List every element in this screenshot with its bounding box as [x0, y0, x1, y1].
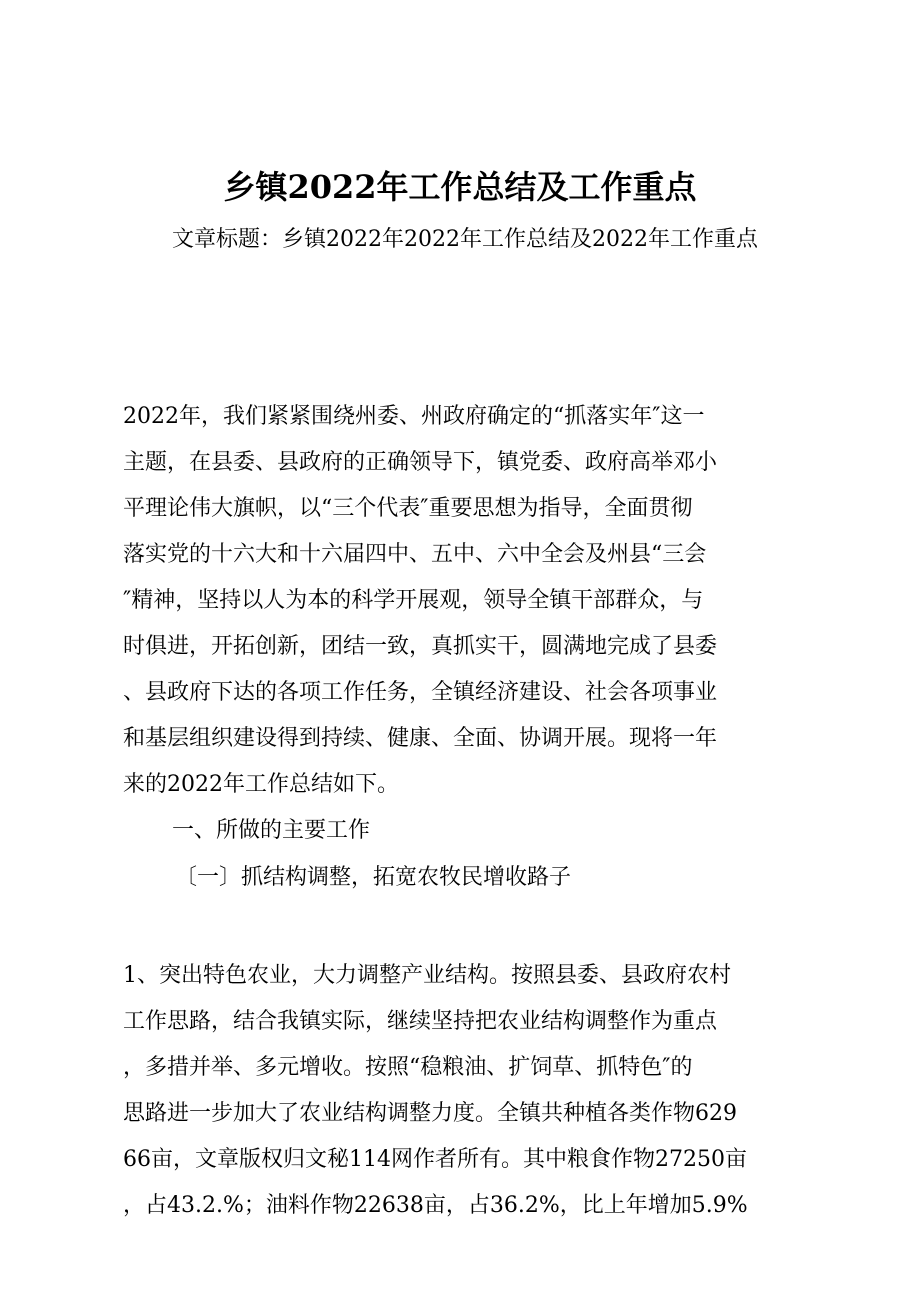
intro-line: ″精神，坚持以人为本的科学开展观，领导全镇干部群众，与: [123, 588, 704, 613]
intro-line: 2022年，我们紧紧围绕州委、州政府确定的“抓落实年″这一: [123, 404, 705, 429]
subsection-heading: 〔一〕抓结构调整，拓宽农牧民增收路子: [175, 865, 572, 890]
section-heading: 一、所做的主要工作: [172, 818, 371, 843]
intro-line: 主题，在县委、县政府的正确领导下，镇党委、政府高举邓小: [123, 450, 718, 475]
body-line: ，多措并举、多元增收。按照“稳粮油、扩饲草、抓特色″的: [123, 1055, 693, 1080]
body-line: 1、突出特色农业，大力调整产业结构。按照县委、县政府农村: [123, 963, 731, 988]
intro-line: 落实党的十六大和十六届四中、五中、六中全会及州县“三会: [123, 542, 707, 567]
body-line: 66亩，文章版权归文秘114网作者所有。其中粮食作物27250亩: [123, 1147, 747, 1172]
intro-line: 和基层组织建设得到持续、健康、全面、协调开展。现将一年: [123, 726, 718, 751]
body-line: ，占43.2.%；油料作物22638亩，占36.2%，比上年增加5.9%: [123, 1193, 748, 1218]
intro-line: 来的2022年工作总结如下。: [123, 772, 399, 797]
intro-line: 、县政府下达的各项工作任务，全镇经济建设、社会各项事业: [123, 680, 718, 705]
body-line: 工作思路，结合我镇实际，继续坚持把农业结构调整作为重点: [123, 1009, 718, 1034]
document-title: 乡镇2022年工作总结及工作重点: [223, 168, 697, 206]
intro-line: 平理论伟大旗帜，以“三个代表″重要思想为指导，全面贯彻: [123, 496, 693, 521]
article-subtitle: 文章标题：乡镇2022年2022年工作总结及2022年工作重点: [172, 227, 758, 252]
body-line: 思路进一步加大了农业结构调整力度。全镇共种植各类作物629: [123, 1101, 737, 1126]
intro-line: 时俱进，开拓创新，团结一致，真抓实干，圆满地完成了县委: [123, 634, 718, 659]
